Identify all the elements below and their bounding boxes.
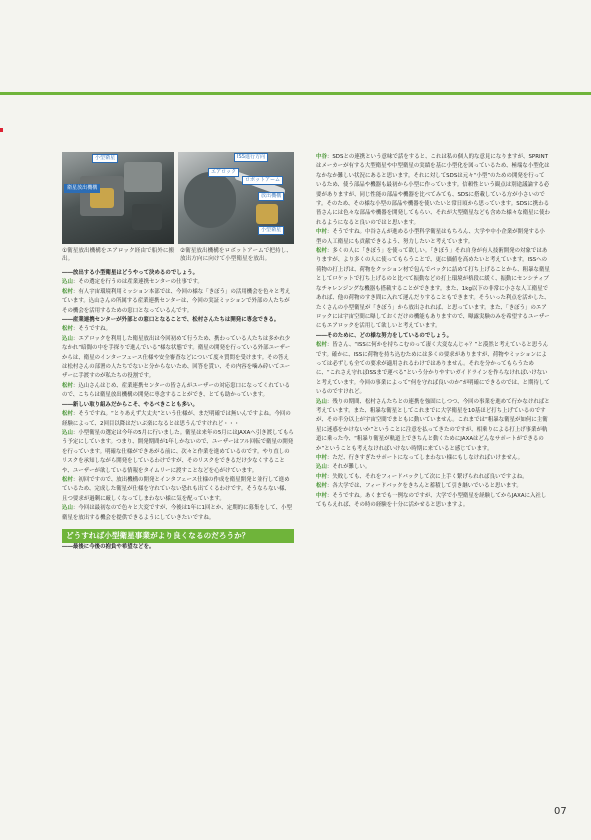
speaker-name: 中村 (316, 492, 327, 499)
speaker-name: 松村 (62, 382, 73, 389)
paragraph (316, 473, 550, 482)
paragraph-text: ：込山さんはじめ、産業連携センターの皆さんがユーザーの対応窓口になってくれているので、こちらは衛星放出機構の開発に専念することができ、とても助かっています。 (62, 382, 291, 399)
photo-label: エアロック (208, 168, 239, 177)
closing-question: ――最後に今後の抱負や希望などを。 (62, 543, 155, 550)
photo-label: 衛星放出機構 (64, 184, 100, 193)
speaker-name: 松村 (62, 476, 73, 483)
paragraph (62, 278, 294, 287)
photo-satellite-release (62, 152, 174, 244)
right-body-text (316, 153, 550, 510)
paragraph (316, 228, 550, 247)
left-column (62, 152, 294, 552)
speaker-name: 中谷 (316, 154, 327, 160)
speaker-name: 込山 (316, 398, 327, 405)
speaker-name: 松村 (316, 483, 327, 490)
paragraph (62, 382, 294, 401)
paragraph (62, 325, 294, 334)
interview-question: ――そのために、どの様な努力をしているのでしょう。 (316, 332, 453, 339)
speaker-name: 松村 (316, 342, 327, 349)
page-number: 07 (554, 806, 567, 817)
paragraph (316, 492, 550, 511)
speaker-name: 込山 (62, 335, 73, 342)
photo-captions (62, 247, 294, 263)
paragraph-text: ：小型衛星の選定は今年の5月に行いました。衛星は来年の5月にはJAXAへ引き渡してもらう予定にしています。つまり、開発期間が1年しかないので、ユーザーはフル回転で衛星の開発を行っています。明確な仕様ができあがる前に、次々と作業を進めているのです。やり直しのリスクを承知しながら開発をしているわけですが、そのリスクをできるだけ少なくすることや、ユーザーが欲している情報をタイムリーに渡すことなどを心がけています。 (62, 429, 294, 474)
paragraph (316, 454, 550, 463)
paragraph-text: ：ただ、行きすぎたサポートになってしまわない様にもしなければいけません。 (326, 455, 524, 461)
paragraph-text: ：有人宇宙環境利用ミッション本部では、今回の様な「きぼう」の活用機会を色々と考えています。込山さんの所属する産業連携センターは、今回の実証ミッションで外部の人たちがその機会を活用するための窓口となっているんです。 (62, 288, 291, 314)
paragraph-text: ：その選定を行うのは産業連携センターの仕事です。 (72, 279, 203, 286)
section-banner: どうすれば小型衛星事業がより良くなるのだろうか？ (62, 529, 294, 543)
paragraph-text: ：初回ですので、放出機構の開発とインタフェース仕様の作成を衛星開発と並行して進めているため、完成した衛星が仕様を守れていない恐れも出てくるわけです。そうならない様、且つ要求が過剰に厳しくなってしまわない様に気を配っています。 (62, 476, 290, 502)
paragraph-text: ：そうですね。“とりあえず大丈夫”という仕様が、まだ明確では無いんですよね。今回の経験によって、2回目以降はだいぶ楽になるとは思うんですけれど・・・ (62, 411, 291, 427)
paragraph-text: ：そうですね。中谷さんが進める小型科学衛星はもちろん、大学や中小企業が開発する小型の人工衛星にも貢献できるよう、努力したいと考えています。 (316, 229, 545, 245)
speaker-name: 松村 (62, 411, 73, 418)
photo-caption: ②衛星放出機構をロボットアームで把持し、放出方向に向けて小型衛星を放出。 (180, 248, 292, 262)
speaker-name: 込山 (62, 279, 73, 286)
interview-question: ――産業連携センターが外部との窓口となることで、松村さんたちは開発に専念できる。 (62, 317, 280, 324)
paragraph-text: ：失敗しても、それをフィードバックして次に上手く繋げられれば良いですよね。 (326, 473, 528, 480)
paragraph (62, 504, 294, 523)
interview-question: ――放出する小型衛星はどうやって決めるのでしょう。 (62, 270, 199, 276)
paragraph (62, 410, 294, 429)
paragraph (316, 398, 550, 454)
paragraph-text: ：そうですね。あくまでも一例なのですが、大学で小型衛星を経験してからJAXAに入社してもらえれば、その時の経験を十分に活かせると思いますよ。 (316, 492, 547, 509)
paragraph (316, 463, 550, 472)
speaker-name: 松村 (62, 326, 73, 333)
paragraph-text: ：皆さん、“ISSに何かを持ちこむのって凄く大変なんじゃ？”と漠然と考えていると思うんです。確かに、ISSに荷物を持ち込むためには多くの要求がありますが、荷物やミッションによっては必ずしも全ての要求が適用されるわけではありません。それを分かってもらうために、“これさえ守ればISSまで運べる”という分かりやすいガイドラインを作らなければいけないと考えています。今回の事業によって“何を守れば良いのか”が明確にできるのでは、と期待しているのですけれど。 (316, 342, 550, 396)
paragraph (62, 429, 294, 476)
speaker-name: 松村 (316, 248, 327, 255)
paragraph-text: ：今回は最初なので色々と大変ですが、今後は1年に1回とか、定期的に募集をして、小型衛星を放出する機会を提供できるようにしていきたいですね。 (62, 505, 292, 521)
speaker-name: 松村 (62, 288, 73, 295)
paragraph (62, 335, 294, 382)
paragraph (316, 482, 550, 491)
speaker-name: 中村 (316, 473, 327, 480)
speaker-name: 中村 (316, 455, 327, 461)
paragraph-text: ：エアロックを利用した衛星放出は今回初めて行うため、携わっている人たちは多かれ少なかれ“暗闇の中を手探りで進んでいる”様な状態です。衛星の開発を行っている外部ユーザーからは、衛星のインターフェース仕様や安全審査などについて度々質問を受けます。その答えは松村さんの部署の人たちでないと分からないため、回答を貰い、その内容を噛み砕いてユーザーに手渡すのが私たちの役割です。 (62, 335, 291, 380)
paragraph (62, 476, 294, 504)
paragraph (316, 247, 550, 332)
photo-robot-arm (178, 152, 294, 244)
top-green-rule (0, 92, 591, 95)
paragraph (316, 341, 550, 397)
paragraph (316, 153, 550, 228)
paragraph-text: ：SDSとの連携という意味で話をすると、これは私の個人的な意見になりますが、SPRINTはメーカーが有する大型衛星や中型衛星の実績を基に小型化を図っているため、極端な小型化はなかなか難しい状況にあると思います。それに対してSDSは元々“小型”のための開発を行っているため、使う部品や機器も最初から小型に作っています。信頼性という観点は別途議論する必要がありますが、同じ性能の部品や機器を比べてみても、SDSに搭載している方が小さいのです。そのため、その様な小型の部品や機器を使いたいと常日頃から思っています。SDSに携わる皆さんには色々な部品や機器を開発してもらい、それが大型衛星なども含めた様々な衛星に使われるようになると良いのではと思います。 (316, 154, 550, 226)
photo-label: 小型衛星 (258, 226, 284, 235)
photo-caption: ①衛星放出機構をエアロック経由で船外に搬出。 (62, 248, 175, 262)
speaker-name: 込山 (62, 505, 73, 512)
paragraph-text: ：それが難しい。 (326, 464, 371, 471)
interview-question: ――新しい取り組みだからこそ、やるべきことも多い。 (62, 401, 198, 408)
photo-label: ISS進行方向 (234, 153, 268, 162)
paragraph-text: ：残りの期間、松村さんたちとの連携を強固にしつつ、今回の事業を進めて行かなければと考えています。また、粗暴な衛星としてこれまでに大学衛星を10基ほど打ち上げているのですが、その半分以上が宇宙空間でまともに動いていません。これまでは“粗暴な衛星が如何に主衛星に迷惑をかけないか”ということに注意を払ってきたのですが、相乗りによる打上げ事業が軌道に乗った今、“粗暴り衛星が軌道上できちんと動くためにJAXAはどんなサポートができるのか”ということも考えなければいけない時期に来ていると感じています。 (316, 398, 550, 452)
paragraph-text: ：多くの人に「きぼう」を使って欲しい。「きぼう」それ自身が有人技術開発の対象ではありますが、より多くの人に使ってもらうことで、更に価値を高めたいと考えています。ISSへの荷物の打上げは、荷物をクッション材で包んでバックに詰めて打ち上げることから、粗暴な衛星としてロケットで打ち上げるのと比べて振動などの打上環境が格段に緩く、振動にセンシティブなチャレンジングな機器も搭載することができます。また、1kg以下の非常に小さな人工衛星であれば、他の荷物のすき間に入れて運んだりすることもできます。そういった利点を活かした、たくさんの小型衛星が「きぼう」から放出されれば、と思っています。また、「きぼう」のエアロックには宇宙空間に曝しておくだけの機能もありますので、曝露実験のみを希望するユーザーにもエアロックを活用して欲しいと考えています。 (316, 248, 550, 330)
paragraph (62, 288, 294, 316)
paragraph-text: ：そうですね。 (72, 326, 111, 333)
photo-label: 放出機構 (258, 192, 284, 201)
speaker-name: 込山 (316, 464, 327, 471)
speaker-name: 込山 (62, 429, 73, 436)
photo-label: 小型衛星 (92, 154, 118, 163)
left-body-text (62, 269, 294, 523)
photo-pair (62, 152, 294, 244)
edge-marker (0, 128, 3, 132)
photo-label: ロボットアーム (242, 176, 283, 185)
speaker-name: 中村 (316, 229, 327, 236)
paragraph-text: ：各大学では、フィードバックをきちんと蓄積して引き継いでいると思います。 (326, 483, 522, 490)
right-column (316, 153, 550, 510)
